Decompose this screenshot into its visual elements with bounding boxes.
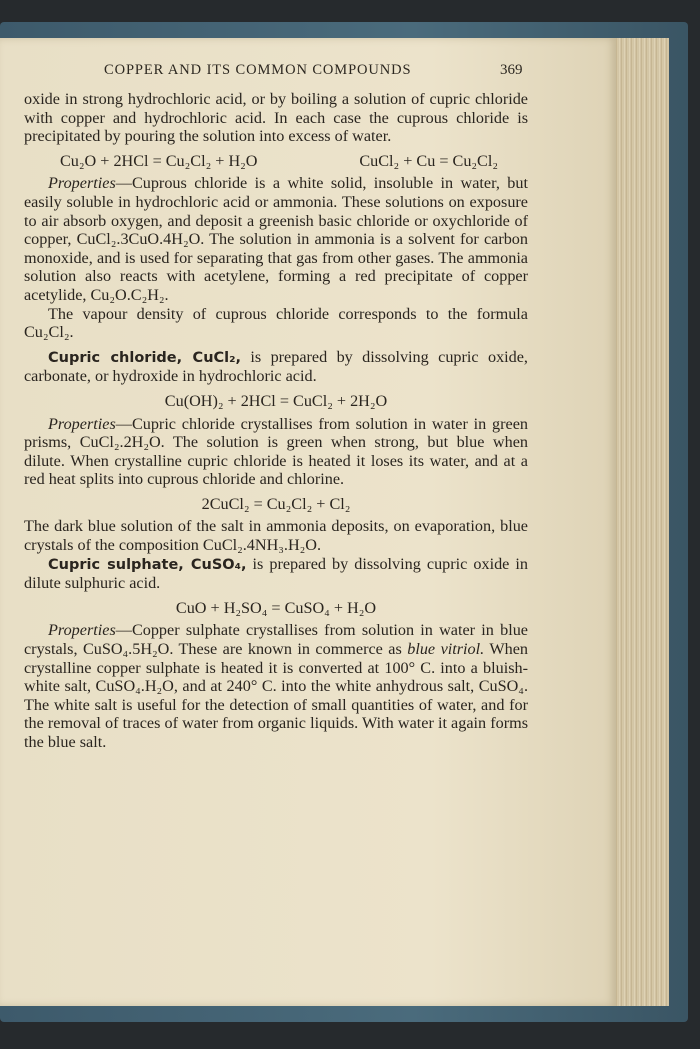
equation: Cu(OH)₂ + 2HCl = CuCl₂ + 2H₂O (164, 391, 388, 410)
equation-row (24, 152, 528, 171)
equation: 2CuCl₂ = Cu₂Cl₂ + Cl₂ (201, 494, 351, 513)
paragraph (24, 415, 528, 489)
paragraph (24, 348, 528, 386)
running-head (0, 62, 616, 82)
equation: CuCl₂ + Cu = Cu₂Cl₂ (359, 151, 498, 170)
paragraph: oxide in strong hydrochloric acid, or by boiling a solution of cupric chloride with copper and hydrochloric acid. In each case the cuprous chloride is precipitated by pouring the solution into excess of water. (24, 90, 528, 146)
equation: CuO + H₂SO₄ = CuSO₄ + H₂O (175, 598, 377, 617)
page-edges (612, 38, 669, 1006)
running-title: COPPER AND ITS COMMON COMPOUNDS (104, 62, 412, 78)
emphasis: blue vitriol. (407, 640, 485, 659)
paragraph-text: is prepared by dissolving cupric oxide in dilute sulphuric acid. (24, 554, 528, 593)
page-number: 369 (500, 62, 523, 78)
lead-word: Properties (48, 621, 116, 640)
paragraph: The dark blue solution of the salt in ammonia deposits, on evaporation, blue crystals of the composition CuCl₂.4NH₃.H₂O. (24, 517, 528, 555)
paragraph-text: is prepared by dissolving cupric oxide, carbonate, or hydroxide in hydrochloric acid. (24, 347, 528, 386)
page-body (24, 90, 528, 752)
paragraph (24, 621, 528, 751)
paragraph-text: —Copper sulphate crystallises from solution in water in blue crystals, CuSO₄.5H₂O. These are known in commerce as (24, 621, 528, 659)
paragraph (24, 555, 528, 593)
section-heading: Cupric sulphate, CuSO₄, (48, 556, 247, 573)
section-heading: Cupric chloride, CuCl₂, (48, 349, 241, 366)
paragraph-text: —Cuprous chloride is a white solid, insoluble in water, but easily soluble in hydrochloric acid or ammonia. These solutions on exposure to air absorb oxygen, and deposit a greenish basic chloride or oxychloride of copper, CuCl₂.3CuO.4H₂O. The solution in ammonia is a solvent for carbon monoxide, and is used for separating that gas from other gases. The ammonia solution also reacts with acetylene, forming a red precipitate of copper acetylide, Cu₂O.C₂H₂. (24, 174, 528, 304)
equation: Cu₂O + 2HCl = Cu₂Cl₂ + H₂O (60, 151, 258, 170)
paragraph-text: —Cupric chloride crystallises from solution in water in green prisms, CuCl₂.2H₂O. The solution is green when strong, but blue when dilute. When crystalline cupric chloride is heated it loses its water, and at a red heat splits into cuprous chloride and chlorine. (24, 414, 528, 489)
paragraph (24, 174, 528, 304)
paragraph: The vapour density of cuprous chloride corresponds to the formula Cu₂Cl₂. (24, 304, 528, 342)
lead-word: Properties (48, 414, 116, 433)
paragraph-text: When crystalline copper sulphate is heated it is converted at 100° C. into a bluish-white salt, CuSO₄.H₂O, and at 240° C. into the white anhydrous salt, CuSO₄. The white salt is useful for the detection of small quantities of water, and for the removal of traces of water from organic liquids. With water it again forms the blue salt. (24, 640, 529, 751)
lead-word: Properties (48, 174, 116, 193)
